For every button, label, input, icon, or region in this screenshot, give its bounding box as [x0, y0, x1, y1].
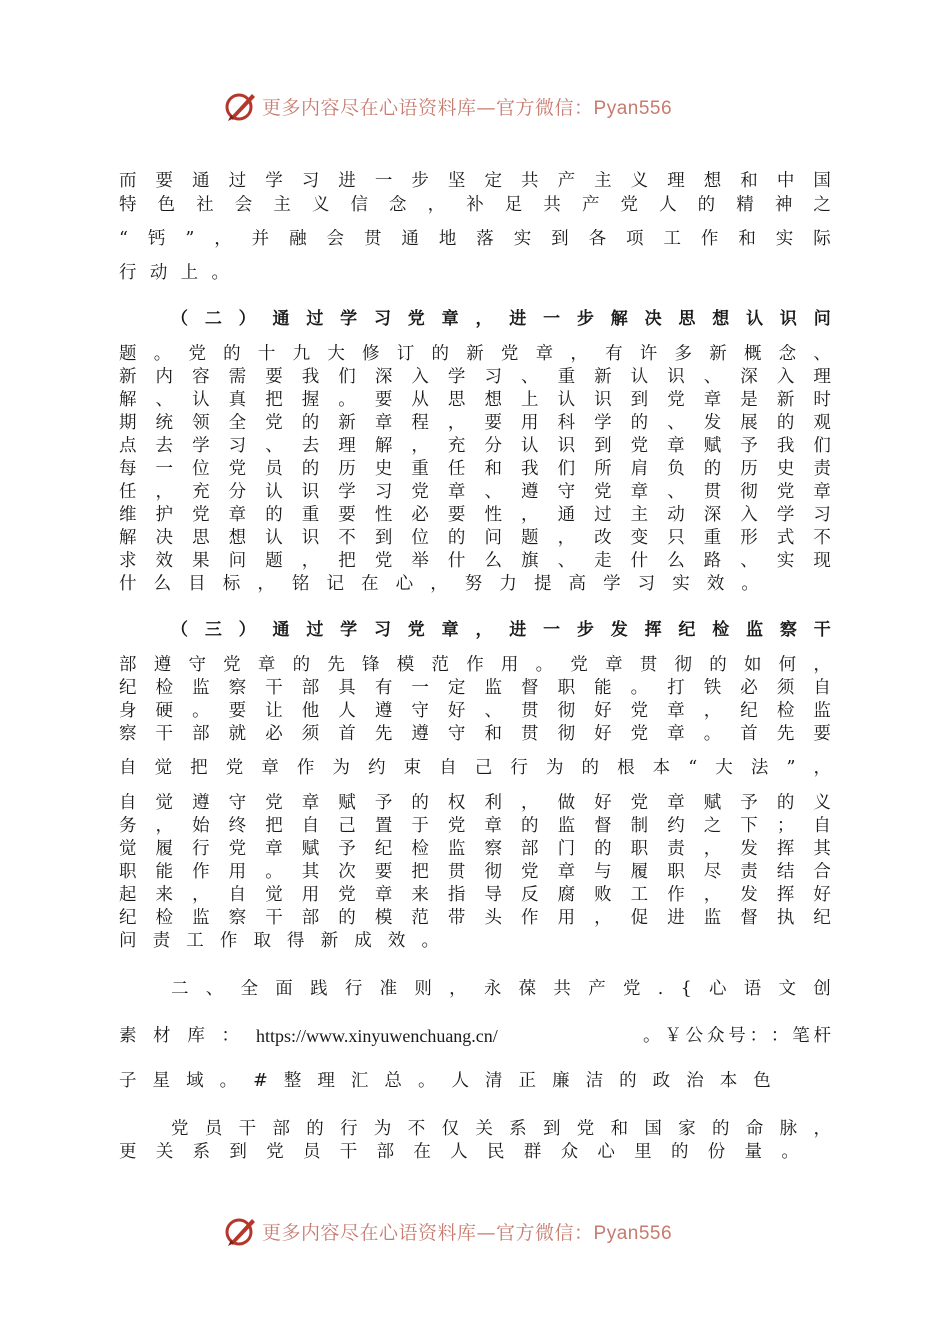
text-line: 自 觉 把 党 章 作 为 约 束 自 己 行 为 的 根 本 “ 大 法 ” ，	[119, 758, 831, 778]
text-line: 更 关 系 到 党 员 干 部 在 人 民 群 众 心 里 的 份 量 。	[119, 1142, 799, 1162]
text-line: 求 效 果 问 题 ， 把 党 举 什 么 旗 、 走 什 么 路 、 实 现	[119, 551, 831, 571]
text-line: 问 责 工 作 取 得 新 成 效 。	[119, 931, 439, 951]
text-line: 身 硬 。 要 让 他 人 遵 守 好 、 贯 彻 好 党 章 ， 纪 检 监	[119, 701, 831, 721]
text-line: 任 ， 充 分 认 识 学 习 党 章 、 遵 守 党 章 、 贯 彻 党 章	[119, 482, 831, 502]
text-line: 觉 履 行 党 章 赋 予 纪 检 监 察 部 门 的 职 责 ， 发 挥 其	[119, 839, 831, 859]
text-line: 新 内 容 需 要 我 们 深 入 学 习 、 重 新 认 识 、 深 入 理	[119, 367, 831, 387]
text-line: 部 遵 守 党 章 的 先 锋 模 范 作 用 。 党 章 贯 彻 的 如 何 ，	[119, 655, 831, 675]
text-line: 素 材 库 ：	[119, 1026, 239, 1046]
text-line: 自 觉 遵 守 党 章 赋 予 的 权 利 ， 做 好 党 章 赋 予 的 义	[119, 793, 831, 813]
text-line: 解 、 认 真 把 握 。 要 从 思 想 上 认 识 到 党 章 是 新 时	[119, 390, 831, 410]
watermark-text: 更多内容尽在心语资料库—官方微信：Pyan556	[262, 1221, 673, 1244]
watermark-text: 更多内容尽在心语资料库—官方微信：Pyan556	[262, 96, 673, 119]
text-line: 纪 检 监 察 干 部 的 模 范 带 头 作 用 ， 促 进 监 督 执 纪	[119, 908, 831, 928]
text-line: 起 来 ， 自 觉 用 党 章 来 指 导 反 腐 败 工 作 ， 发 挥 好	[119, 885, 831, 905]
watermark-banner-top	[0, 86, 950, 126]
section-heading: （ 三 ） 通 过 学 习 党 章 ， 进 一 步 发 挥 纪 检 监 察 干	[171, 620, 831, 640]
text-line: 纪 检 监 察 干 部 具 有 一 定 监 督 职 能 。 打 铁 必 须 自	[119, 678, 831, 698]
text-line: 。 ￥ 公 众 号 ： ： 笔 杆	[643, 1026, 831, 1046]
pen-quill-icon	[222, 1213, 258, 1249]
source-url: https://www.xinyuwenchuang.cn/	[256, 1026, 498, 1046]
text-line: 解 决 思 想 认 识 不 到 位 的 问 题 ， 改 变 只 重 形 式 不	[119, 528, 831, 548]
text-line: 行 动 上 。	[119, 263, 229, 283]
text-line: 务 ， 始 终 把 自 己 置 于 党 章 的 监 督 制 约 之 下 ； 自	[119, 816, 831, 836]
text-line: 维 护 党 章 的 重 要 性 必 要 性 ， 通 过 主 动 深 入 学 习	[119, 505, 831, 525]
text-line: 什 么 目 标 ， 铭 记 在 心 ， 努 力 提 高 学 习 实 效 。	[119, 574, 759, 594]
section-heading: 二 、 全 面 践 行 准 则 ， 永 葆 共 产 党 . { 心 语 文 创	[171, 979, 831, 999]
text-line: 而 要 通 过 学 习 进 一 步 坚 定 共 产 主 义 理 想 和 中 国	[119, 171, 831, 191]
pen-quill-icon	[222, 88, 258, 124]
watermark-banner-bottom	[0, 1211, 950, 1251]
text-line: 察 干 部 就 必 须 首 先 遵 守 和 贯 彻 好 党 章 。 首 先 要	[119, 724, 831, 744]
text-line: 子 星 域 。 # 整 理 汇 总 。 人 清 正 廉 洁 的 政 治 本 色	[119, 1071, 771, 1091]
text-line: 每 一 位 党 员 的 历 史 重 任 和 我 们 所 肩 负 的 历 史 责	[119, 459, 831, 479]
text-line: 职 能 作 用 。 其 次 要 把 贯 彻 党 章 与 履 职 尽 责 结 合	[119, 862, 831, 882]
text-line: 点 去 学 习 、 去 理 解 ， 充 分 认 识 到 党 章 赋 予 我 们	[119, 436, 831, 456]
section-heading: （ 二 ） 通 过 学 习 党 章 ， 进 一 步 解 决 思 想 认 识 问	[171, 309, 831, 329]
text-line: “ 钙 ” ， 并 融 会 贯 通 地 落 实 到 各 项 工 作 和 实 际	[119, 229, 831, 249]
text-line: 党 员 干 部 的 行 为 不 仅 关 系 到 党 和 国 家 的 命 脉 ，	[171, 1119, 831, 1139]
text-line: 期 统 领 全 党 的 新 章 程 ， 要 用 科 学 的 、 发 展 的 观	[119, 413, 831, 433]
text-line: 特 色 社 会 主 义 信 念 ， 补 足 共 产 党 人 的 精 神 之	[119, 195, 831, 215]
text-line: 题 。 党 的 十 九 大 修 订 的 新 党 章 ， 有 许 多 新 概 念 、	[119, 344, 831, 364]
